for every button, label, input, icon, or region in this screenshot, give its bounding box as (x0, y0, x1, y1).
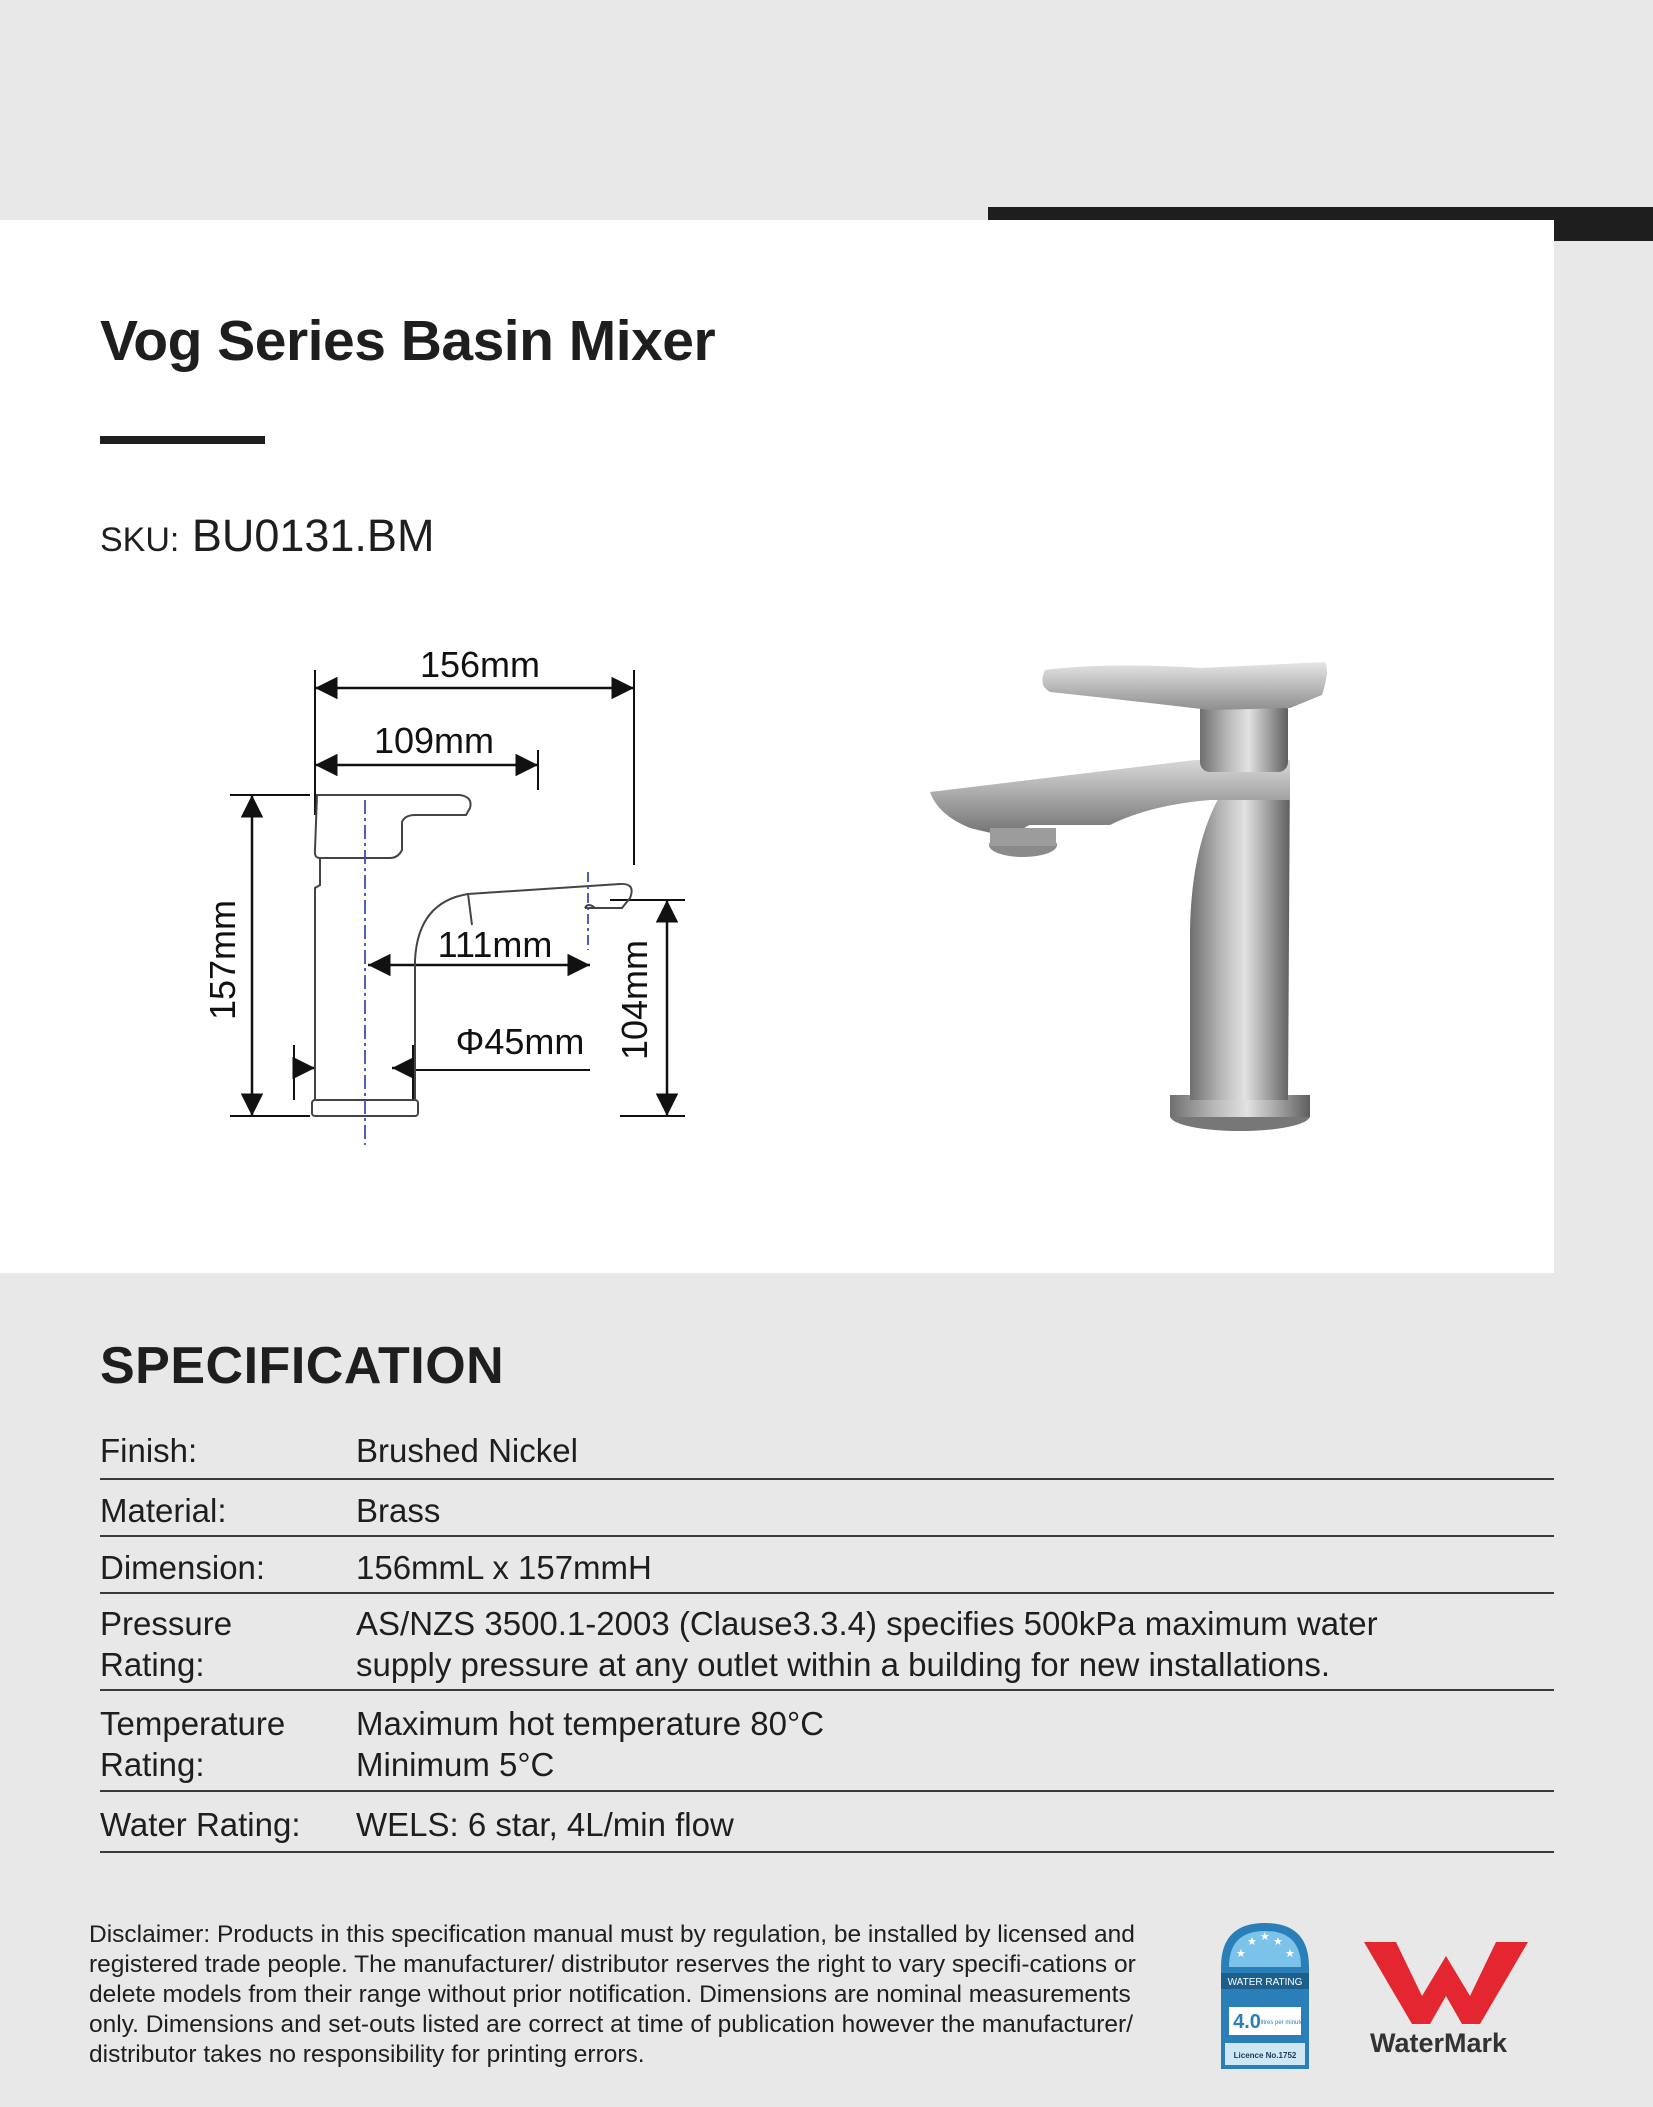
watermark-logo (1362, 1938, 1530, 2028)
page-title: Vog Series Basin Mixer (100, 309, 716, 373)
svg-text:★: ★ (1247, 1935, 1257, 1948)
product-image (910, 640, 1340, 1150)
dimension-drawing (190, 640, 710, 1150)
sku-row (100, 510, 434, 562)
spec-value: 156mmL x 157mmH (356, 1549, 652, 1586)
spec-row-dimension (100, 1537, 1554, 1594)
spec-row-pressure-rating (100, 1594, 1554, 1691)
wels-rating-value: 4.0 (1233, 2011, 1261, 2033)
spec-label: Temperature Rating: (100, 1705, 286, 1783)
spec-label: Material: (100, 1492, 227, 1529)
sku-value: BU0131.BM (191, 510, 435, 561)
specification-heading: SPECIFICATION (100, 1337, 505, 1395)
spec-label: Finish: (100, 1432, 198, 1469)
dim-handle-length: 109mm (373, 720, 495, 761)
wels-licence: Licence No.1752 (1233, 2051, 1297, 2060)
title-underline (100, 436, 265, 444)
dim-base-diameter: Φ45mm (455, 1021, 585, 1062)
spec-label: Pressure Rating: (100, 1605, 233, 1683)
dim-overall-length: 156mm (419, 644, 541, 685)
dim-spout-height: 104mm (614, 939, 655, 1061)
spec-value: Brushed Nickel (356, 1432, 578, 1469)
spec-value: Brass (356, 1492, 441, 1529)
top-band (0, 0, 1653, 220)
spec-value: AS/NZS 3500.1-2003 (Clause3.3.4) specifies 500kPa maximum water supply pressure at any outlet within a building for new installations. (356, 1605, 1378, 1683)
wels-unit: litres per minute (1260, 2020, 1304, 2026)
specification-table (100, 1422, 1554, 1853)
svg-text:★: ★ (1273, 1935, 1283, 1948)
dim-spout-reach: 111mm (437, 924, 553, 965)
spec-value: WELS: 6 star, 4L/min flow (356, 1806, 734, 1843)
svg-text:★: ★ (1236, 1947, 1246, 1960)
spec-label: Dimension: (100, 1549, 266, 1586)
svg-text:★: ★ (1260, 1930, 1270, 1943)
spec-row-material (100, 1480, 1554, 1537)
watermark-label: WaterMark (1370, 2028, 1508, 2058)
spec-row-temperature-rating (100, 1691, 1554, 1792)
svg-text:★: ★ (1285, 1947, 1295, 1960)
spec-value: Maximum hot temperature 80°C Minimum 5°C (356, 1705, 825, 1783)
wels-rating-label (1219, 1921, 1311, 2071)
dim-height: 157mm (202, 899, 243, 1021)
spec-row-water-rating (100, 1792, 1554, 1853)
spec-row-finish (100, 1422, 1554, 1480)
sku-label: SKU: (100, 521, 180, 559)
disclaimer-text: Disclaimer: Products in this specification manual must by regulation, be installed by licensed and registered trade people. The manufacturer/ distributor reserves the right to vary specifi-cations or delete models from their range without prior notification. Dimensions are nominal measurements only. Dimensions and set-outs listed are correct at time of publication however the manufacturer/ distributor takes no responsibility for printing errors. (89, 1921, 1136, 2068)
wels-heading: WATER RATING (1227, 1977, 1303, 1988)
spec-label: Water Rating: (100, 1806, 301, 1843)
